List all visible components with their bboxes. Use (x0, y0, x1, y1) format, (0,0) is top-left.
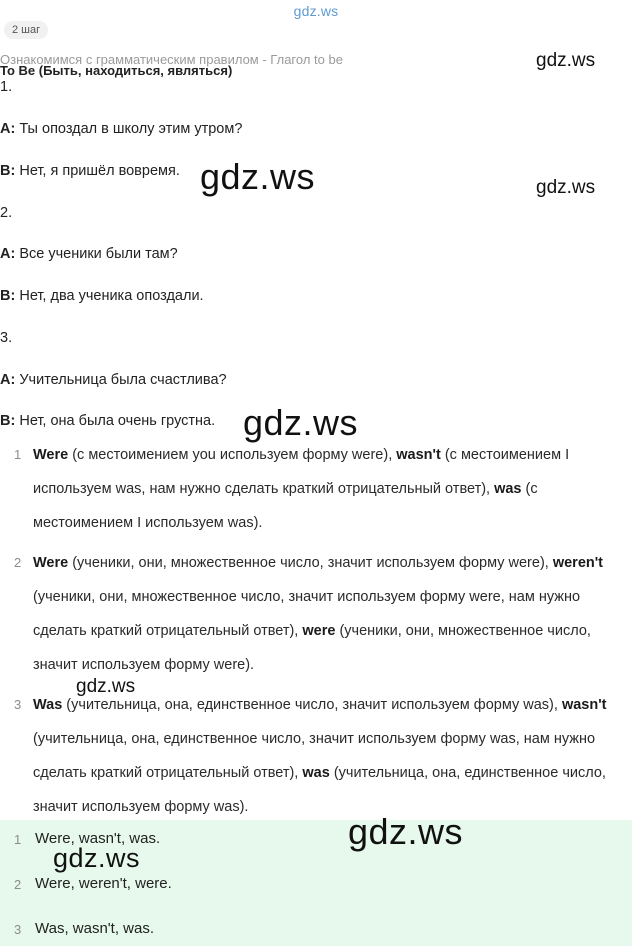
explanation-fragment: (ученики, они, множественное число, значит используем форму were, нам нужно сделать краткий отрицательный ответ), (33, 589, 581, 639)
speaker-label: A: (0, 246, 16, 262)
answer-text: Was, wasn't, was. (35, 920, 155, 937)
answer-text: Were, wasn't, was. (35, 830, 161, 847)
dialogue-line (0, 121, 242, 137)
speaker-label: A: (0, 372, 16, 388)
answer-keyword: wasn't (396, 447, 441, 463)
explanation-fragment: (с местоимением I используем was, нам нужно сделать краткий отрицательный ответ), (33, 447, 570, 497)
explanation-fragment: (учительница, она, единственное число, значит используем форму was, нам нужно сделать краткий отрицательный ответ), (33, 731, 596, 781)
dialogue-line (0, 288, 204, 304)
speaker-label: A: (0, 121, 16, 137)
watermark: gdz.ws (536, 177, 596, 198)
answer-number: 1 (14, 832, 22, 847)
watermark: gdz.ws (243, 402, 359, 443)
watermark: gdz.ws (348, 811, 464, 852)
watermark: gdz.ws (200, 156, 316, 197)
dialogue-line (0, 163, 180, 179)
dialogue-line (0, 246, 178, 262)
rule-intro-text: Ознакомимся с грамматическим правилом - Глагол to be (0, 52, 343, 67)
dialogue-text: Нет, я пришёл вовремя. (15, 163, 180, 179)
explanation-fragment: (учительница, она, единственное число, значит используем форму was). (33, 765, 606, 815)
explanation-text (33, 546, 623, 682)
answer-keyword: Were (33, 555, 69, 571)
dialogue-text: Нет, она была очень грустна. (15, 413, 216, 429)
answer-keyword: wasn't (561, 697, 607, 713)
rule-title-text: To Be (Быть, находиться, являться) (0, 63, 233, 78)
answer-number: 2 (14, 877, 22, 892)
speaker-label: B: (0, 288, 16, 304)
watermark: gdz.ws (76, 676, 136, 697)
dialogue-number-2: 2. (0, 205, 13, 221)
explanation-number: 2 (14, 555, 22, 570)
answer-keyword: Was (33, 697, 63, 713)
answer-keyword: was (494, 481, 522, 497)
dialogue-text: Нет, два ученика опоздали. (15, 288, 204, 304)
answer-text: Were, weren't, were. (35, 875, 172, 892)
explanation-fragment: (с местоимением you используем форму were), (68, 447, 397, 463)
answer-keyword: weren't (552, 555, 604, 571)
watermark: gdz.ws (536, 50, 596, 71)
dialogue-text: Учительница была счастлива? (15, 372, 227, 388)
answer-keyword: were (302, 623, 336, 639)
dialogue-line (0, 413, 215, 429)
explanation-fragment: (учительница, она, единственное число, значит используем форму was), (62, 697, 562, 713)
explanation-number: 3 (14, 697, 22, 712)
dialogue-text: Ты опоздал в школу этим утром? (15, 121, 243, 137)
dialogue-number-1: 1. (0, 79, 13, 95)
answer-keyword: Were (33, 447, 69, 463)
answers-panel (0, 820, 632, 946)
dialogue-number-3: 3. (0, 330, 13, 346)
answer-keyword: was (302, 765, 330, 781)
explanation-text (33, 688, 623, 824)
explanation-fragment: (ученики, они, множественное число, значит используем форму were), (68, 555, 553, 571)
watermark: gdz.ws (53, 843, 141, 873)
speaker-label: B: (0, 163, 16, 179)
explanation-number: 1 (14, 447, 22, 462)
explanation-fragment: (ученики, они, множественное число, значит используем форму were). (33, 623, 591, 673)
dialogue-text: Все ученики были там? (15, 246, 178, 262)
speaker-label: B: (0, 413, 16, 429)
explanation-text (33, 438, 623, 540)
step-badge: 2 шаг (4, 21, 48, 39)
answer-number: 3 (14, 922, 22, 937)
dialogue-line (0, 372, 227, 388)
explanation-fragment: (с местоимением I используем was). (33, 481, 538, 531)
header-watermark: gdz.ws (293, 3, 339, 19)
